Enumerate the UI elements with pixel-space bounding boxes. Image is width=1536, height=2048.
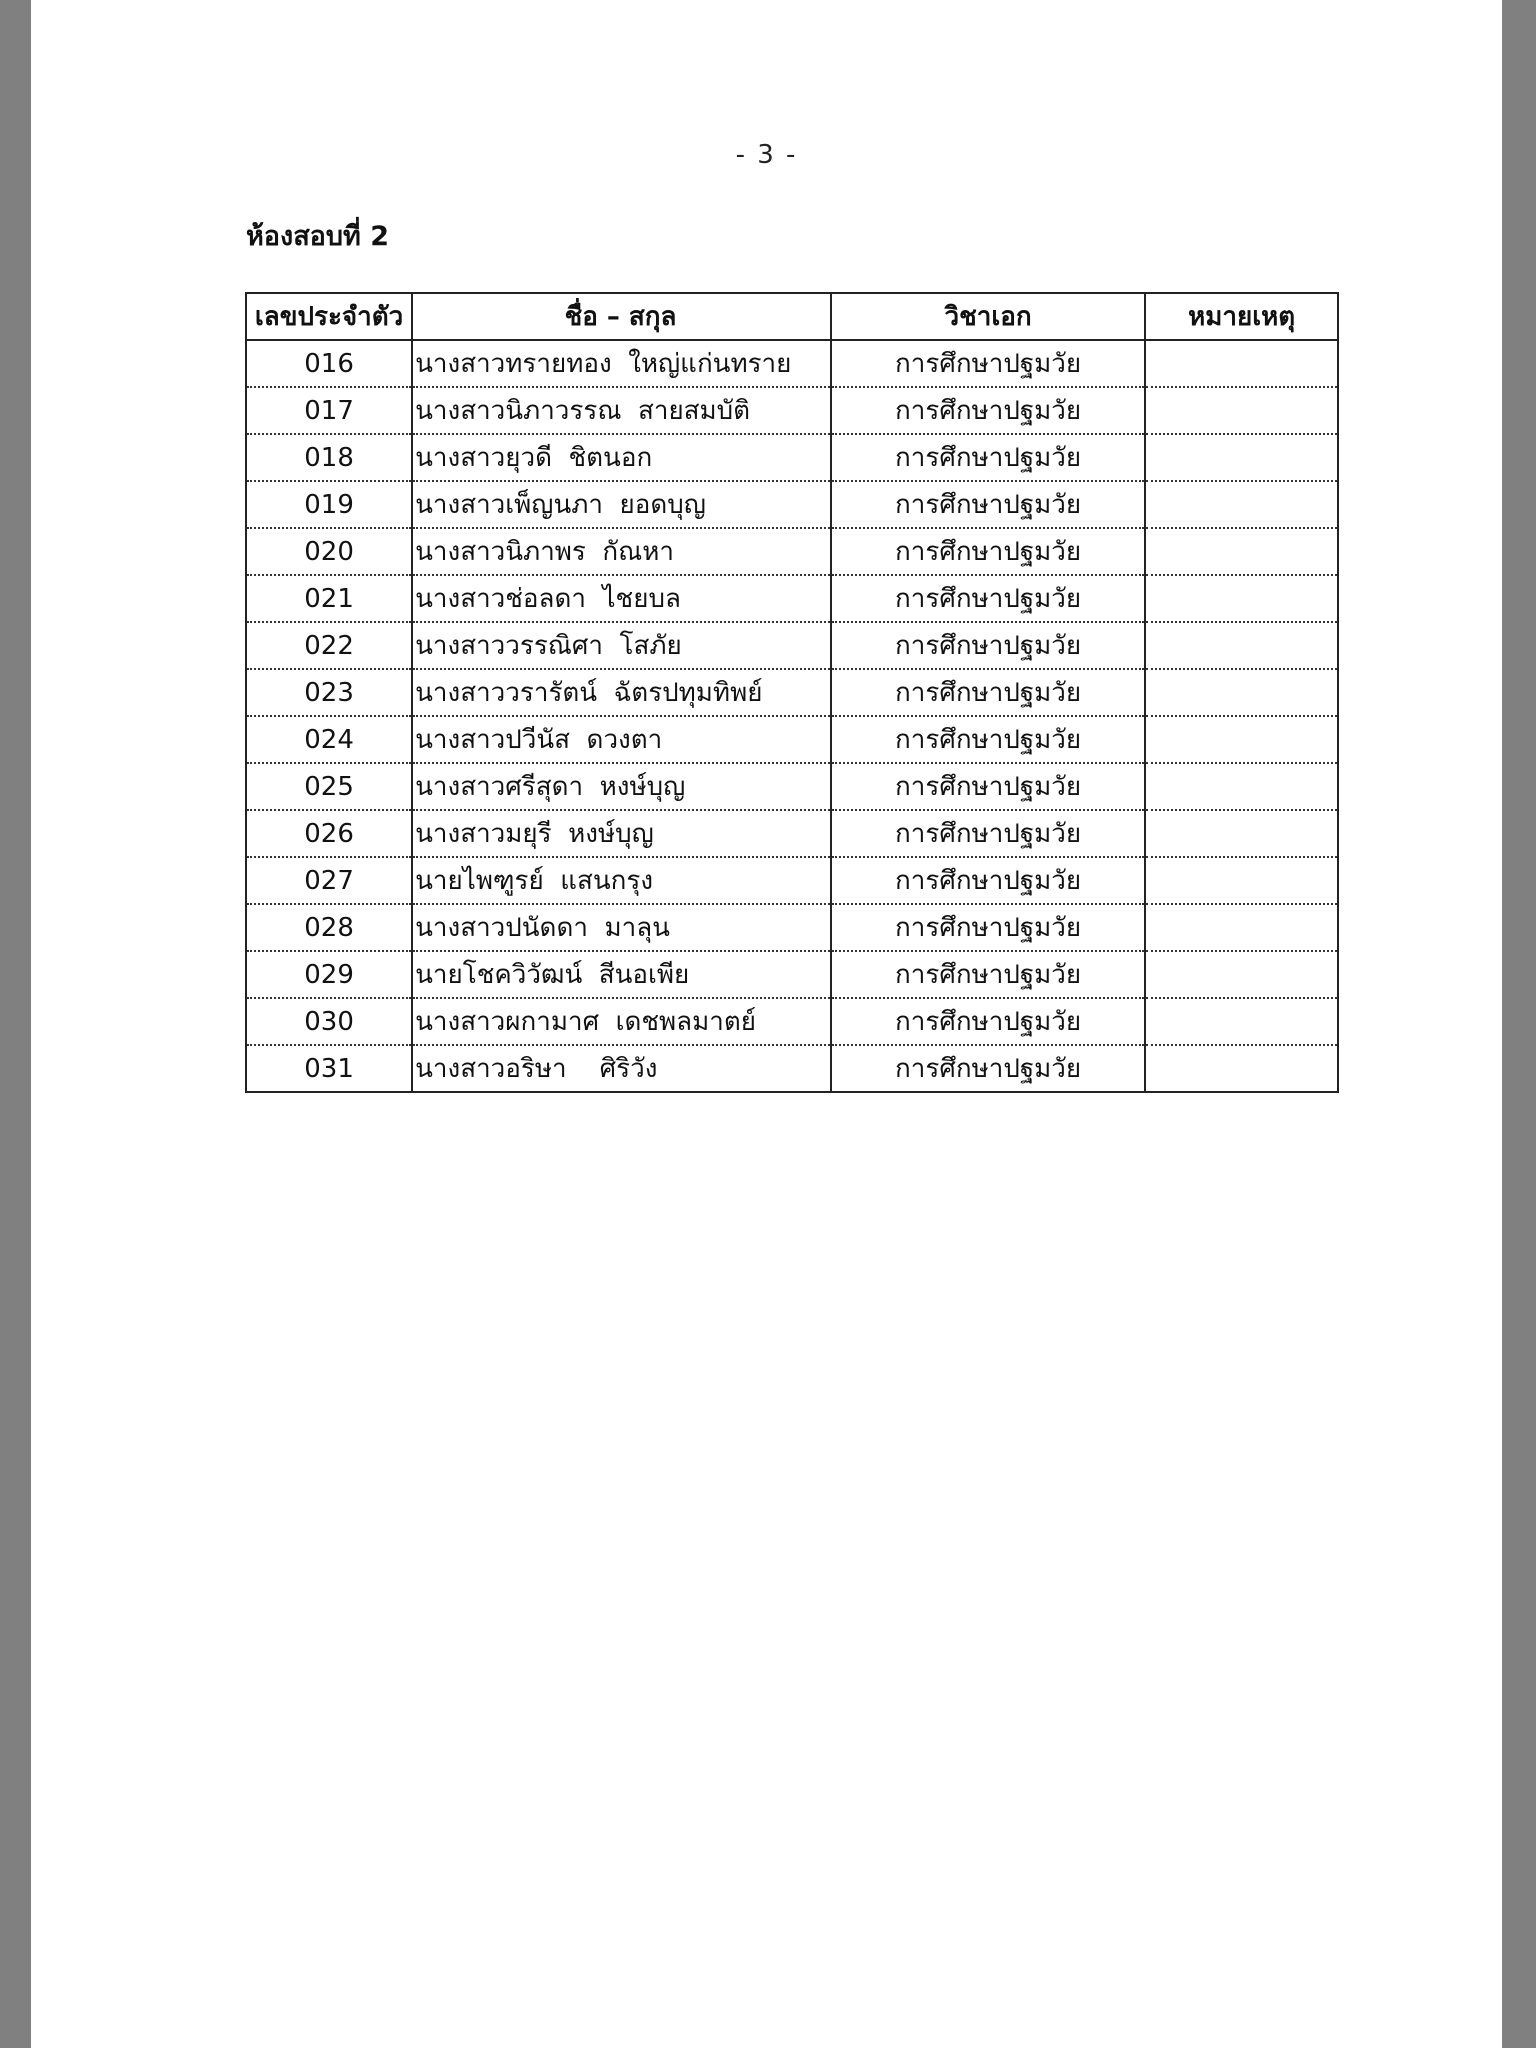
cell-name: นายโชควิวัฒน์ สีนอเพีย — [412, 951, 831, 998]
cell-note — [1145, 810, 1338, 857]
cell-name: นางสาวศรีสุดา หงษ์บุญ — [412, 763, 831, 810]
cell-id: 022 — [246, 622, 412, 669]
table-row — [246, 481, 1338, 528]
cell-major: การศึกษาปฐมวัย — [831, 340, 1145, 387]
cell-major: การศึกษาปฐมวัย — [831, 904, 1145, 951]
cell-note — [1145, 857, 1338, 904]
cell-id: 016 — [246, 340, 412, 387]
cell-major: การศึกษาปฐมวัย — [831, 575, 1145, 622]
table-row — [246, 528, 1338, 575]
table-row — [246, 951, 1338, 998]
cell-name: นางสาวทรายทอง ใหญ่แก่นทราย — [412, 340, 831, 387]
cell-note — [1145, 763, 1338, 810]
cell-name: นางสาวนิภาวรรณ สายสมบัติ — [412, 387, 831, 434]
table-row — [246, 669, 1338, 716]
cell-id: 023 — [246, 669, 412, 716]
cell-note — [1145, 387, 1338, 434]
exam-room-title: ห้องสอบที่ 2 — [246, 221, 390, 252]
cell-name: นางสาวมยุรี หงษ์บุญ — [412, 810, 831, 857]
cell-id: 024 — [246, 716, 412, 763]
cell-name: นางสาววรารัตน์ ฉัตรปทุมทิพย์ — [412, 669, 831, 716]
cell-major: การศึกษาปฐมวัย — [831, 857, 1145, 904]
cell-name: นางสาวผกามาศ เดชพลมาตย์ — [412, 998, 831, 1045]
cell-id: 030 — [246, 998, 412, 1045]
header-major: วิชาเอก — [831, 293, 1145, 340]
cell-major: การศึกษาปฐมวัย — [831, 1045, 1145, 1092]
cell-name: นางสาวช่อลดา ไชยบล — [412, 575, 831, 622]
table-row — [246, 857, 1338, 904]
table-row — [246, 763, 1338, 810]
cell-id: 025 — [246, 763, 412, 810]
cell-note — [1145, 951, 1338, 998]
cell-name: นางสาวเพ็ญนภา ยอดบุญ — [412, 481, 831, 528]
table-row — [246, 434, 1338, 481]
cell-name: นางสาวปนัดดา มาลุน — [412, 904, 831, 951]
table-row — [246, 622, 1338, 669]
cell-id: 020 — [246, 528, 412, 575]
cell-note — [1145, 434, 1338, 481]
cell-id: 029 — [246, 951, 412, 998]
cell-name: นางสาวนิภาพร กัณหา — [412, 528, 831, 575]
cell-id: 021 — [246, 575, 412, 622]
table-row — [246, 575, 1338, 622]
cell-major: การศึกษาปฐมวัย — [831, 669, 1145, 716]
header-note: หมายเหตุ — [1145, 293, 1338, 340]
cell-major: การศึกษาปฐมวัย — [831, 998, 1145, 1045]
cell-major: การศึกษาปฐมวัย — [831, 622, 1145, 669]
header-name: ชื่อ – สกุล — [412, 293, 831, 340]
cell-major: การศึกษาปฐมวัย — [831, 434, 1145, 481]
cell-note — [1145, 340, 1338, 387]
table-row — [246, 716, 1338, 763]
table-row — [246, 340, 1338, 387]
cell-id: 027 — [246, 857, 412, 904]
cell-note — [1145, 622, 1338, 669]
cell-note — [1145, 1045, 1338, 1092]
table-row — [246, 1045, 1338, 1092]
cell-note — [1145, 669, 1338, 716]
cell-note — [1145, 998, 1338, 1045]
cell-id: 028 — [246, 904, 412, 951]
cell-major: การศึกษาปฐมวัย — [831, 481, 1145, 528]
cell-name: นางสาวอริษา ศิริวัง — [412, 1045, 831, 1092]
cell-note — [1145, 575, 1338, 622]
cell-major: การศึกษาปฐมวัย — [831, 810, 1145, 857]
table-body — [246, 340, 1338, 1092]
table-row — [246, 387, 1338, 434]
candidate-table — [245, 292, 1339, 1093]
header-id: เลขประจำตัว — [246, 293, 412, 340]
cell-id: 017 — [246, 387, 412, 434]
cell-name: นางสาวยุวดี ชิตนอก — [412, 434, 831, 481]
document-page — [31, 0, 1502, 2048]
cell-major: การศึกษาปฐมวัย — [831, 763, 1145, 810]
cell-id: 031 — [246, 1045, 412, 1092]
cell-major: การศึกษาปฐมวัย — [831, 716, 1145, 763]
cell-note — [1145, 904, 1338, 951]
cell-note — [1145, 481, 1338, 528]
table-header-row — [246, 293, 1338, 340]
cell-note — [1145, 716, 1338, 763]
cell-id: 018 — [246, 434, 412, 481]
table-row — [246, 904, 1338, 951]
cell-name: นางสาวปวีนัส ดวงตา — [412, 716, 831, 763]
table-row — [246, 810, 1338, 857]
cell-major: การศึกษาปฐมวัย — [831, 951, 1145, 998]
cell-id: 026 — [246, 810, 412, 857]
cell-major: การศึกษาปฐมวัย — [831, 387, 1145, 434]
cell-id: 019 — [246, 481, 412, 528]
cell-major: การศึกษาปฐมวัย — [831, 528, 1145, 575]
cell-name: นายไพฑูรย์ แสนกรุง — [412, 857, 831, 904]
table-row — [246, 998, 1338, 1045]
cell-note — [1145, 528, 1338, 575]
page-number: - 3 - — [735, 140, 798, 170]
cell-name: นางสาววรรณิศา โสภัย — [412, 622, 831, 669]
